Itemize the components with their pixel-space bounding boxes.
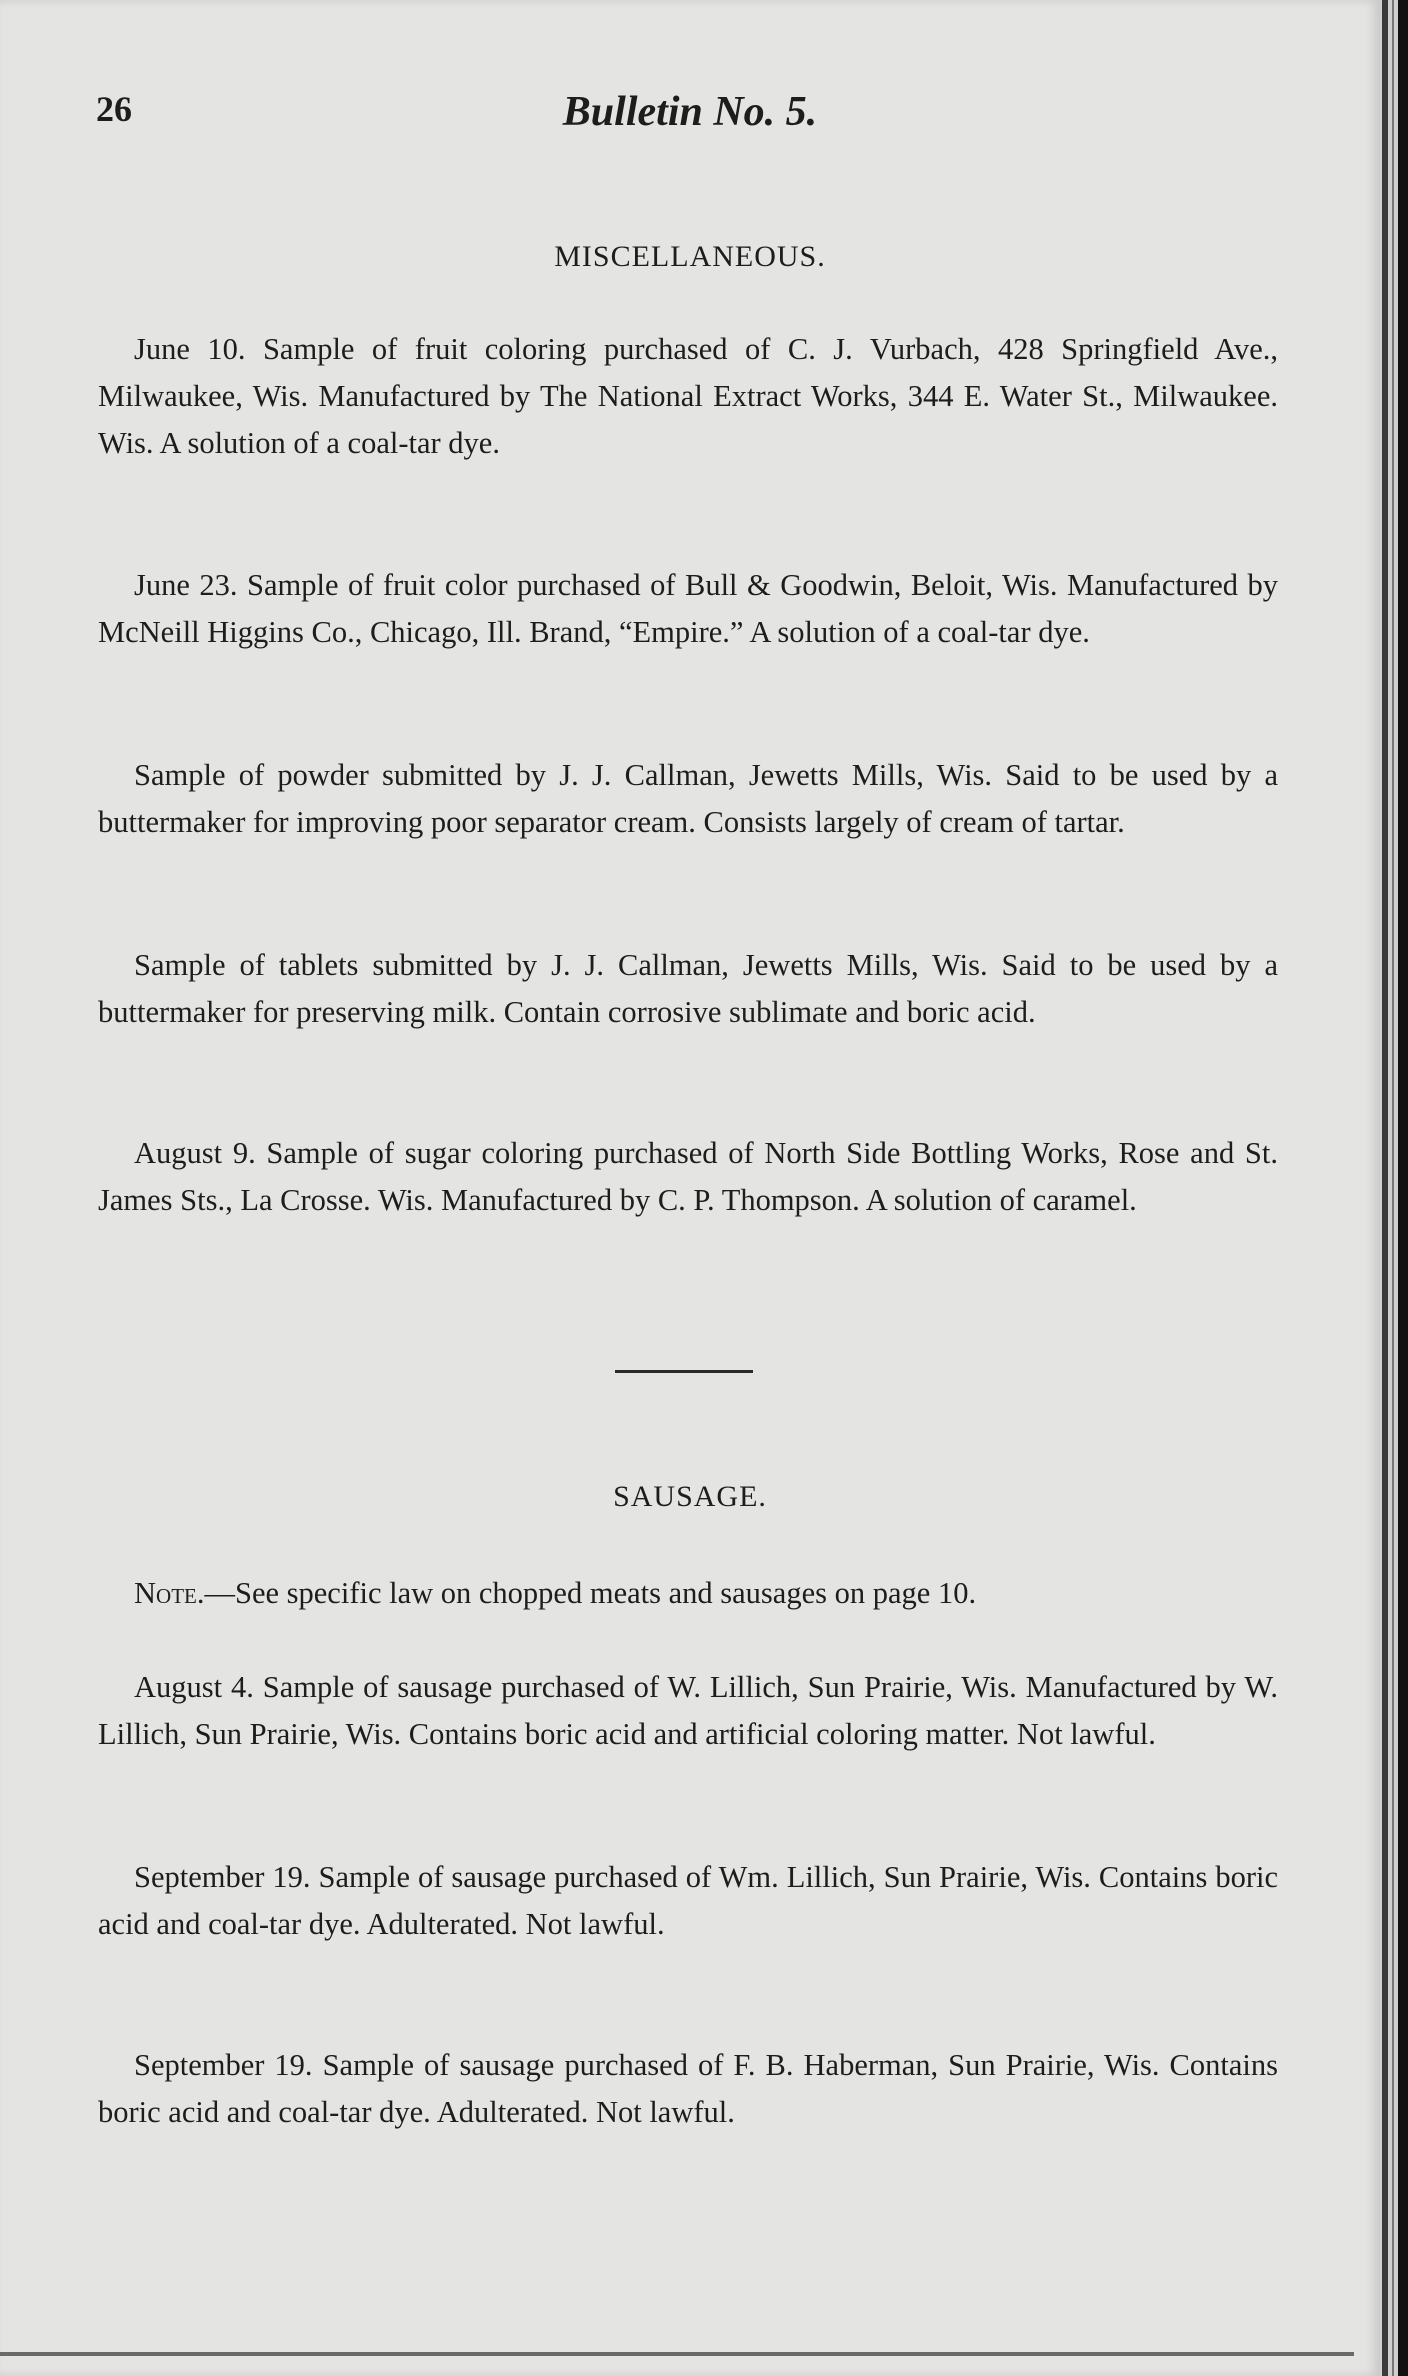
note-label: Note.	[134, 1576, 205, 1610]
page-number: 26	[96, 89, 132, 129]
paragraph-sausage-2: September 19. Sample of sausage purchased of Wm. Lillich, Sun Prairie, Wis. Contains boric acid and coal-tar dye. Adulterated. Not lawful.	[98, 1860, 1278, 1941]
note-paragraph	[98, 1570, 1278, 1617]
paragraph-sausage-3: September 19. Sample of sausage purchased of F. B. Haberman, Sun Prairie, Wis. Contains boric acid and coal-tar dye. Adulterated. Not lawful.	[98, 2048, 1278, 2129]
paragraph-misc-1: June 10. Sample of fruit coloring purchased of C. J. Vurbach, 428 Springfield Ave., Milwaukee, Wis. Manufactured by The National Extract Works, 344 E. Water St., Milwaukee. Wis. A solution of a coal-tar dye.	[98, 332, 1278, 460]
page-binding-edge	[1398, 0, 1408, 2376]
running-head: Bulletin No. 5.	[562, 89, 818, 135]
note-text: —See specific law on chopped meats and sausages on page 10.	[204, 1576, 977, 1610]
paragraph-misc-3: Sample of powder submitted by J. J. Callman, Jewetts Mills, Wis. Said to be used by a buttermaker for improving poor separator cream. Consists largely of cream of tartar.	[98, 758, 1278, 839]
page-bottom-edge	[0, 2352, 1354, 2356]
section-divider	[615, 1370, 753, 1373]
paragraph-sausage-1: August 4. Sample of sausage purchased of W. Lillich, Sun Prairie, Wis. Manufactured by W. Lillich, Sun Prairie, Wis. Contains boric acid and artificial coloring matter. Not lawful.	[98, 1670, 1278, 1751]
page-binding-edge	[1382, 0, 1388, 2376]
section-heading-sausage: SAUSAGE.	[613, 1480, 767, 1513]
page-binding-edge	[1392, 0, 1394, 2376]
section-heading-miscellaneous: MISCELLANEOUS.	[554, 240, 826, 273]
paragraph-misc-2: June 23. Sample of fruit color purchased of Bull & Goodwin, Beloit, Wis. Manufactured by McNeill Higgins Co., Chicago, Ill. Brand, “Empire.” A solution of a coal-tar dye.	[98, 568, 1278, 649]
paragraph-misc-4: Sample of tablets submitted by J. J. Callman, Jewetts Mills, Wis. Said to be used by a buttermaker for preserving milk. Contain corrosive sublimate and boric acid.	[98, 948, 1278, 1029]
paragraph-misc-5: August 9. Sample of sugar coloring purchased of North Side Bottling Works, Rose and St. James Sts., La Crosse. Wis. Manufactured by C. P. Thompson. A solution of caramel.	[98, 1136, 1278, 1217]
